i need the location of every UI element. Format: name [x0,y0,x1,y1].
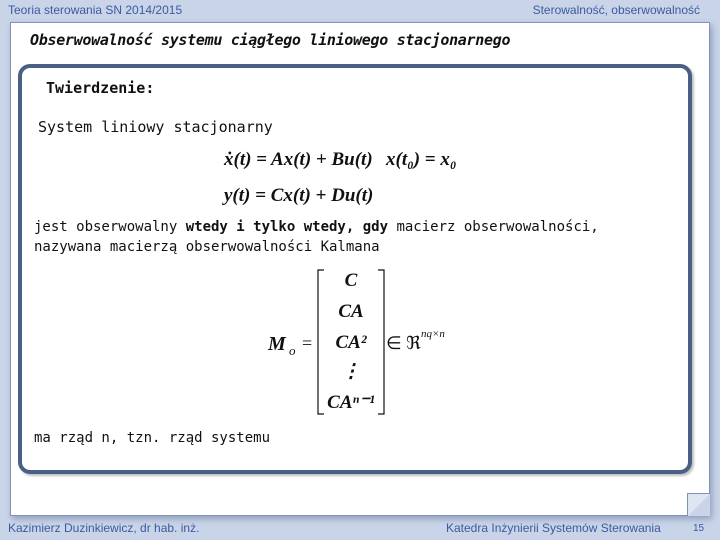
matrix-symbol: M [268,333,286,355]
condition-text [34,219,599,235]
slide-title: Obserwowalność systemu ciągłego liniowego stacjonarnego [30,31,511,49]
set-superscript: nq×n [421,328,445,340]
page-number: 15 [693,523,705,534]
right-bracket [378,270,384,414]
intro-text: System liniowy stacjonarny [38,118,273,136]
condition-pre: jest obserwowalny [34,219,186,235]
rank-text: ma rząd n, tzn. rząd systemu [34,430,271,446]
kalman-text: nazywana macierzą obserwowalności Kalmana [34,239,380,255]
header-course: Teoria sterowania SN 2014/2015 [8,3,183,17]
matrix-subscript: o [289,343,296,358]
output-equation: y(t) = Cx(t) + Du(t) [224,185,374,206]
matrix-row-2: CA [338,301,364,322]
footer-department: Katedra Inżynierii Systemów Sterowania [446,521,661,535]
state-equation: ẋ(t) = Ax(t) + Bu(t) [224,149,373,170]
condition-post: macierz obserwowalności, [388,219,599,235]
page-fold-corner [687,493,710,516]
matrix-row-3: CA² [335,332,367,353]
matrix-row-4: ⋮ [341,361,361,382]
matrix-row-5: CAⁿ⁻¹ [327,392,375,413]
header-topic: Sterowalność, obserwowalność [532,3,700,17]
theorem-label: Twierdzenie: [46,79,155,97]
initial-condition: x(t₀) = x₀ [386,149,457,170]
set-membership: ∈ ℜ [386,333,421,353]
observability-matrix [262,262,462,422]
condition-bold: wtedy i tylko wtedy, gdy [185,219,389,235]
left-bracket [318,270,324,414]
equals-sign: = [302,333,313,353]
matrix-row-1: C [344,270,358,291]
state-equations [220,140,480,210]
footer-author: Kazimierz Duzinkiewicz, dr hab. inż. [8,521,200,535]
